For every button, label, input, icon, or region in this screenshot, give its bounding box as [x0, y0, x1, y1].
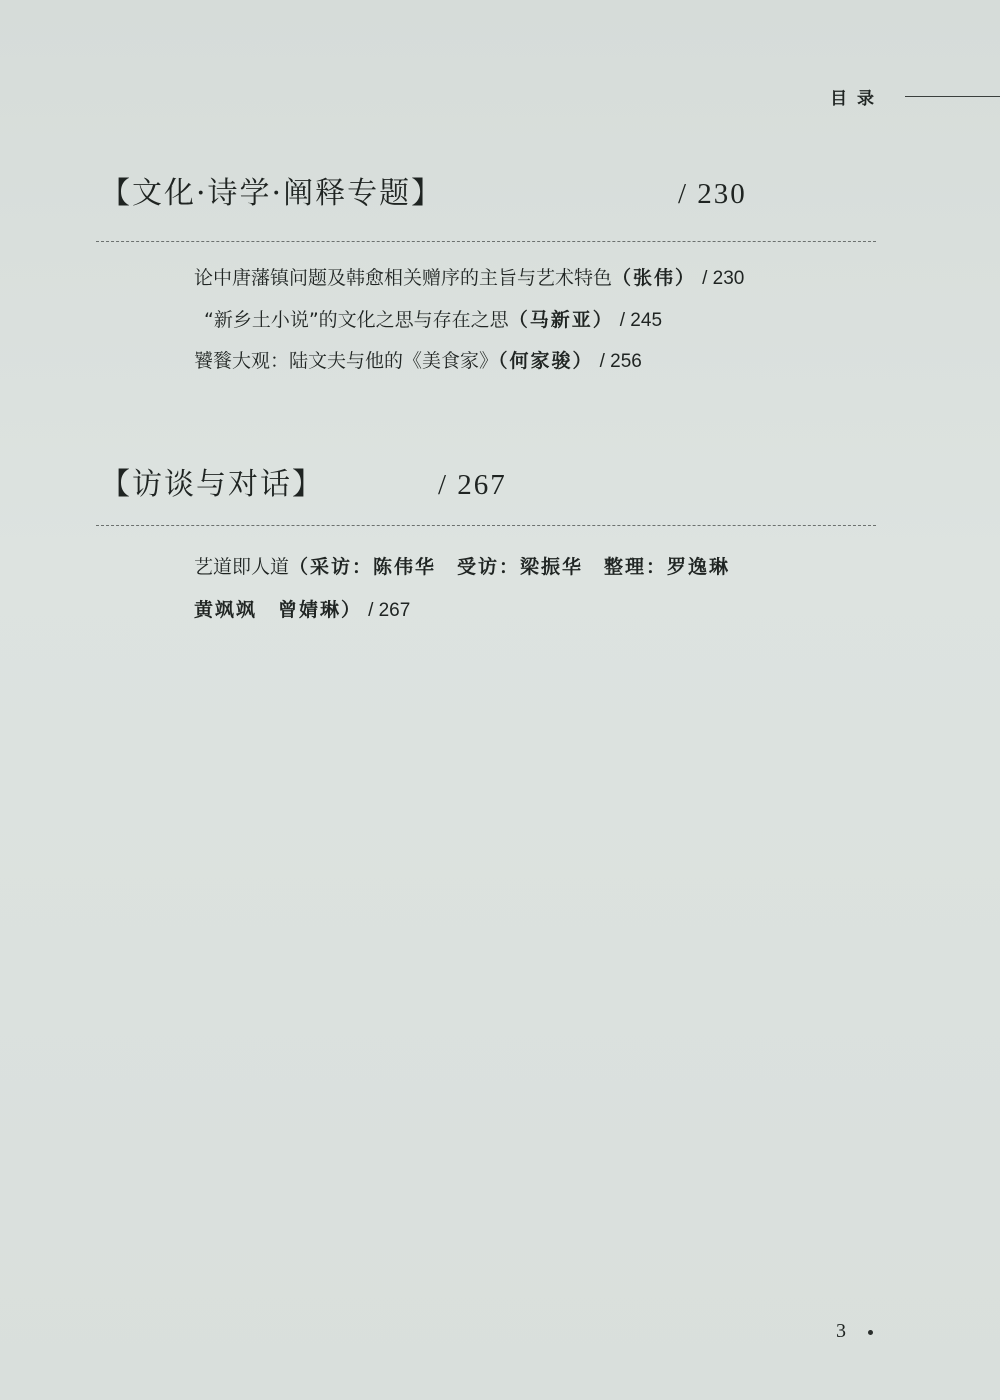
- entry-title: 饕餮大观：陆文夫与他的《美食家》: [194, 350, 499, 372]
- entry-page: / 245: [619, 310, 663, 331]
- entry-title: 艺道即人道: [194, 556, 290, 578]
- entry-author: （张伟）: [612, 267, 697, 289]
- toc-entry[interactable]: [204, 305, 662, 332]
- toc-entry[interactable]: [194, 346, 642, 373]
- entry-author-continuation: 黄飒飒 曾婧琳）: [194, 599, 363, 621]
- dotted-divider: [96, 525, 876, 526]
- page-number-dot: [868, 1330, 873, 1335]
- header-title: 目 录: [830, 89, 876, 109]
- entry-author: （何家骏）: [498, 350, 594, 372]
- section-title-text: 【文化·诗学·阐释专题】: [100, 176, 444, 211]
- entry-page: / 267: [368, 600, 411, 621]
- entry-title: 论中唐藩镇问题及韩愈相关赠序的主旨与艺术特色: [194, 267, 613, 289]
- toc-entry[interactable]: [194, 552, 730, 579]
- header-rule: [905, 96, 1000, 97]
- section-title: [100, 174, 880, 214]
- entry-page: / 256: [599, 351, 642, 372]
- section-title-text: 【访谈与对话】: [100, 467, 324, 502]
- dotted-divider: [96, 241, 876, 242]
- section-page-number: / 230: [678, 178, 747, 210]
- entry-page: / 230: [702, 268, 745, 289]
- entry-author: （采访：陈伟华 受访：梁振华 整理：罗逸琳: [289, 556, 731, 578]
- toc-entry[interactable]: [194, 263, 744, 290]
- section-interviews: [100, 465, 880, 505]
- section-title: [100, 465, 880, 505]
- section-culture-poetics: [100, 174, 880, 214]
- entry-title: “新乡土小说”的文化之思与存在之思: [204, 309, 509, 331]
- page-number: 3: [836, 1320, 846, 1342]
- entry-author: （马新亚）: [508, 309, 614, 331]
- running-header: [0, 84, 1000, 114]
- toc-entry-continuation[interactable]: [194, 595, 410, 622]
- section-page-number: / 267: [438, 469, 507, 501]
